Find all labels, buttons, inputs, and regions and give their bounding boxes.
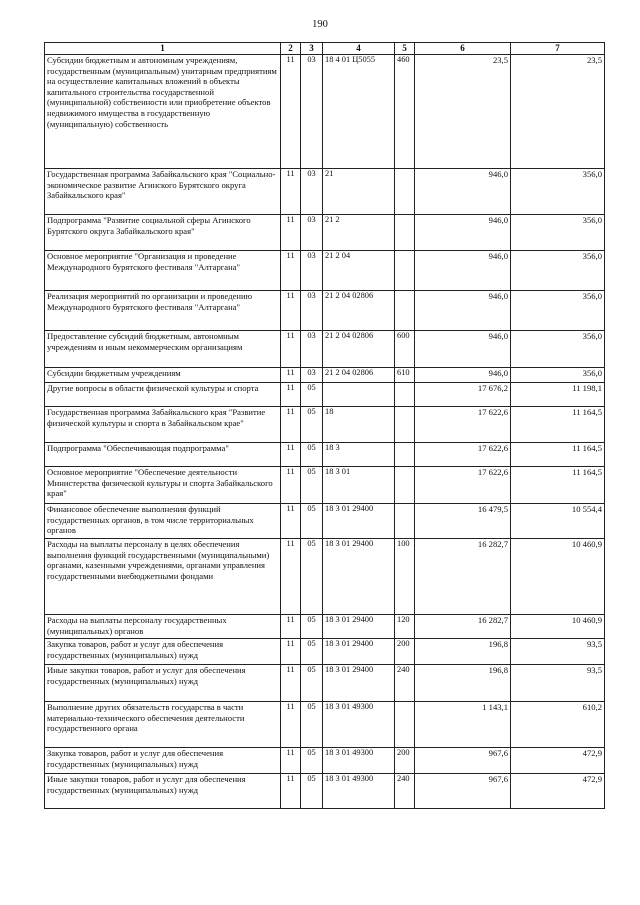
subsection-code: 03 xyxy=(301,215,323,251)
column-header: 1 xyxy=(45,43,281,55)
table-row xyxy=(45,169,605,215)
row-name: Закупка товаров, работ и услуг для обеспечения государственных (муниципальных) нужд xyxy=(45,639,281,665)
target-article-code: 18 3 01 29400 xyxy=(323,615,395,639)
subsection-code: 03 xyxy=(301,291,323,331)
expense-type-code: 240 xyxy=(395,774,415,809)
target-article-code: 18 3 xyxy=(323,443,395,467)
target-article-code: 18 3 01 29400 xyxy=(323,639,395,665)
table-row xyxy=(45,55,605,169)
table-row xyxy=(45,368,605,383)
section-code: 11 xyxy=(281,331,301,368)
amount-year-1: 196,8 xyxy=(415,639,511,665)
target-article-code: 21 xyxy=(323,169,395,215)
amount-year-2: 11 198,1 xyxy=(511,383,605,407)
section-code: 11 xyxy=(281,383,301,407)
amount-year-1: 196,8 xyxy=(415,665,511,702)
row-name: Подпрограмма "Развитие социальной сферы Агинского Бурятского округа Забайкальского края" xyxy=(45,215,281,251)
subsection-code: 03 xyxy=(301,368,323,383)
amount-year-1: 946,0 xyxy=(415,331,511,368)
amount-year-1: 17 676,2 xyxy=(415,383,511,407)
amount-year-1: 17 622,6 xyxy=(415,467,511,504)
section-code: 11 xyxy=(281,443,301,467)
row-name: Другие вопросы в области физической культуры и спорта xyxy=(45,383,281,407)
subsection-code: 05 xyxy=(301,665,323,702)
subsection-code: 05 xyxy=(301,748,323,774)
section-code: 11 xyxy=(281,251,301,291)
row-name: Расходы на выплаты персоналу государственных (муниципальных) органов xyxy=(45,615,281,639)
expense-type-code xyxy=(395,702,415,748)
amount-year-2: 610,2 xyxy=(511,702,605,748)
row-name: Подпрограмма "Обеспечивающая подпрограмма" xyxy=(45,443,281,467)
table-row xyxy=(45,615,605,639)
target-article-code: 18 3 01 49300 xyxy=(323,774,395,809)
amount-year-2: 10 554,4 xyxy=(511,504,605,539)
subsection-code: 03 xyxy=(301,251,323,291)
section-code: 11 xyxy=(281,504,301,539)
table-row xyxy=(45,467,605,504)
target-article-code: 18 4 01 Ц5055 xyxy=(323,55,395,169)
amount-year-2: 93,5 xyxy=(511,639,605,665)
row-name: Государственная программа Забайкальского края "Социально-экономическое развитие Агинского Бурятского округа Забайкальского края" xyxy=(45,169,281,215)
expense-type-code: 460 xyxy=(395,55,415,169)
page-number: 190 xyxy=(312,19,328,30)
target-article-code: 21 2 04 02806 xyxy=(323,291,395,331)
target-article-code: 18 3 01 xyxy=(323,467,395,504)
amount-year-2: 23,5 xyxy=(511,55,605,169)
table-row xyxy=(45,331,605,368)
table-row xyxy=(45,639,605,665)
section-code: 11 xyxy=(281,639,301,665)
section-code: 11 xyxy=(281,467,301,504)
amount-year-2: 472,9 xyxy=(511,748,605,774)
amount-year-1: 16 282,7 xyxy=(415,615,511,639)
expense-type-code xyxy=(395,443,415,467)
expense-type-code: 240 xyxy=(395,665,415,702)
table-row xyxy=(45,504,605,539)
subsection-code: 05 xyxy=(301,774,323,809)
amount-year-1: 17 622,6 xyxy=(415,407,511,443)
target-article-code: 21 2 04 xyxy=(323,251,395,291)
row-name: Закупка товаров, работ и услуг для обеспечения государственных (муниципальных) нужд xyxy=(45,748,281,774)
target-article-code: 18 3 01 49300 xyxy=(323,748,395,774)
column-header: 6 xyxy=(415,43,511,55)
amount-year-1: 967,6 xyxy=(415,774,511,809)
amount-year-1: 946,0 xyxy=(415,368,511,383)
row-name: Иные закупки товаров, работ и услуг для обеспечения государственных (муниципальных) нужд xyxy=(45,665,281,702)
column-header: 2 xyxy=(281,43,301,55)
subsection-code: 05 xyxy=(301,702,323,748)
section-code: 11 xyxy=(281,539,301,615)
expense-type-code: 200 xyxy=(395,748,415,774)
row-name: Государственная программа Забайкальского края "Развитие физической культуры и спорта в Забайкальском крае" xyxy=(45,407,281,443)
amount-year-2: 11 164,5 xyxy=(511,407,605,443)
column-header: 5 xyxy=(395,43,415,55)
row-name: Субсидии бюджетным учреждениям xyxy=(45,368,281,383)
subsection-code: 05 xyxy=(301,504,323,539)
subsection-code: 05 xyxy=(301,383,323,407)
expense-type-code xyxy=(395,215,415,251)
target-article-code: 21 2 04 02806 xyxy=(323,331,395,368)
expense-type-code xyxy=(395,467,415,504)
target-article-code: 18 3 01 29400 xyxy=(323,539,395,615)
subsection-code: 05 xyxy=(301,539,323,615)
table-row xyxy=(45,407,605,443)
amount-year-1: 946,0 xyxy=(415,291,511,331)
table-row xyxy=(45,539,605,615)
section-code: 11 xyxy=(281,368,301,383)
column-header: 7 xyxy=(511,43,605,55)
target-article-code: 21 2 xyxy=(323,215,395,251)
amount-year-2: 472,9 xyxy=(511,774,605,809)
amount-year-2: 356,0 xyxy=(511,331,605,368)
row-name: Расходы на выплаты персоналу в целях обеспечения выполнения функций государственными (муниципальными) органами, казенными учреждениями, органами управления государственными внебюджетными фондами xyxy=(45,539,281,615)
target-article-code: 21 2 04 02806 xyxy=(323,368,395,383)
budget-table xyxy=(44,42,605,809)
row-name: Основное мероприятие "Организация и проведение Международного бурятского фестиваля "Алтаргана" xyxy=(45,251,281,291)
expense-type-code: 610 xyxy=(395,368,415,383)
section-code: 11 xyxy=(281,774,301,809)
amount-year-1: 967,6 xyxy=(415,748,511,774)
subsection-code: 03 xyxy=(301,331,323,368)
section-code: 11 xyxy=(281,407,301,443)
row-name: Реализация мероприятий по организации и проведению Международного бурятского фестиваля "Алтаргана" xyxy=(45,291,281,331)
section-code: 11 xyxy=(281,615,301,639)
amount-year-2: 93,5 xyxy=(511,665,605,702)
row-name: Предоставление субсидий бюджетным, автономным учреждениям и иным некоммерческим организациям xyxy=(45,331,281,368)
subsection-code: 05 xyxy=(301,639,323,665)
target-article-code xyxy=(323,383,395,407)
amount-year-1: 16 479,5 xyxy=(415,504,511,539)
section-code: 11 xyxy=(281,215,301,251)
subsection-code: 03 xyxy=(301,55,323,169)
row-name: Иные закупки товаров, работ и услуг для обеспечения государственных (муниципальных) нужд xyxy=(45,774,281,809)
amount-year-2: 10 460,9 xyxy=(511,539,605,615)
amount-year-2: 356,0 xyxy=(511,169,605,215)
expense-type-code: 200 xyxy=(395,639,415,665)
section-code: 11 xyxy=(281,748,301,774)
subsection-code: 05 xyxy=(301,407,323,443)
column-header: 4 xyxy=(323,43,395,55)
table-row xyxy=(45,215,605,251)
section-code: 11 xyxy=(281,665,301,702)
section-code: 11 xyxy=(281,55,301,169)
expense-type-code xyxy=(395,291,415,331)
target-article-code: 18 3 01 49300 xyxy=(323,702,395,748)
expense-type-code xyxy=(395,504,415,539)
target-article-code: 18 3 01 29400 xyxy=(323,665,395,702)
section-code: 11 xyxy=(281,169,301,215)
amount-year-2: 356,0 xyxy=(511,251,605,291)
expense-type-code xyxy=(395,383,415,407)
amount-year-1: 17 622,6 xyxy=(415,443,511,467)
expense-type-code xyxy=(395,251,415,291)
amount-year-1: 16 282,7 xyxy=(415,539,511,615)
subsection-code: 05 xyxy=(301,467,323,504)
amount-year-2: 356,0 xyxy=(511,368,605,383)
subsection-code: 05 xyxy=(301,615,323,639)
section-code: 11 xyxy=(281,702,301,748)
expense-type-code: 120 xyxy=(395,615,415,639)
table-row xyxy=(45,665,605,702)
row-name: Выполнение других обязательств государства в части материально-технического обеспечения деятельности государственного органа xyxy=(45,702,281,748)
table-row xyxy=(45,748,605,774)
table-row xyxy=(45,774,605,809)
amount-year-2: 10 460,9 xyxy=(511,615,605,639)
subsection-code: 05 xyxy=(301,443,323,467)
expense-type-code: 600 xyxy=(395,331,415,368)
column-header: 3 xyxy=(301,43,323,55)
table-row xyxy=(45,702,605,748)
row-name: Финансовое обеспечение выполнения функций государственных органов, в том числе территориальных органов xyxy=(45,504,281,539)
section-code: 11 xyxy=(281,291,301,331)
subsection-code: 03 xyxy=(301,169,323,215)
amount-year-2: 356,0 xyxy=(511,215,605,251)
table-row xyxy=(45,443,605,467)
table-row xyxy=(45,383,605,407)
amount-year-1: 946,0 xyxy=(415,215,511,251)
expense-type-code xyxy=(395,169,415,215)
amount-year-1: 23,5 xyxy=(415,55,511,169)
amount-year-1: 946,0 xyxy=(415,251,511,291)
header-row xyxy=(45,43,605,55)
amount-year-1: 1 143,1 xyxy=(415,702,511,748)
amount-year-1: 946,0 xyxy=(415,169,511,215)
row-name: Основное мероприятие "Обеспечение деятельности Министерства физической культуры и спорта Забайкальского края" xyxy=(45,467,281,504)
table-row xyxy=(45,291,605,331)
row-name: Субсидии бюджетным и автономным учреждениям, государственным (муниципальным) унитарным предприятиям на осуществление капитальных вложений в объекты капитального строительства государственной (муниципальной) собственности или приобретение объектов недвижимого имущества в государственную (муниципальную) собственность xyxy=(45,55,281,169)
table-row xyxy=(45,251,605,291)
amount-year-2: 11 164,5 xyxy=(511,443,605,467)
amount-year-2: 356,0 xyxy=(511,291,605,331)
amount-year-2: 11 164,5 xyxy=(511,467,605,504)
expense-type-code: 100 xyxy=(395,539,415,615)
target-article-code: 18 xyxy=(323,407,395,443)
expense-type-code xyxy=(395,407,415,443)
target-article-code: 18 3 01 29400 xyxy=(323,504,395,539)
